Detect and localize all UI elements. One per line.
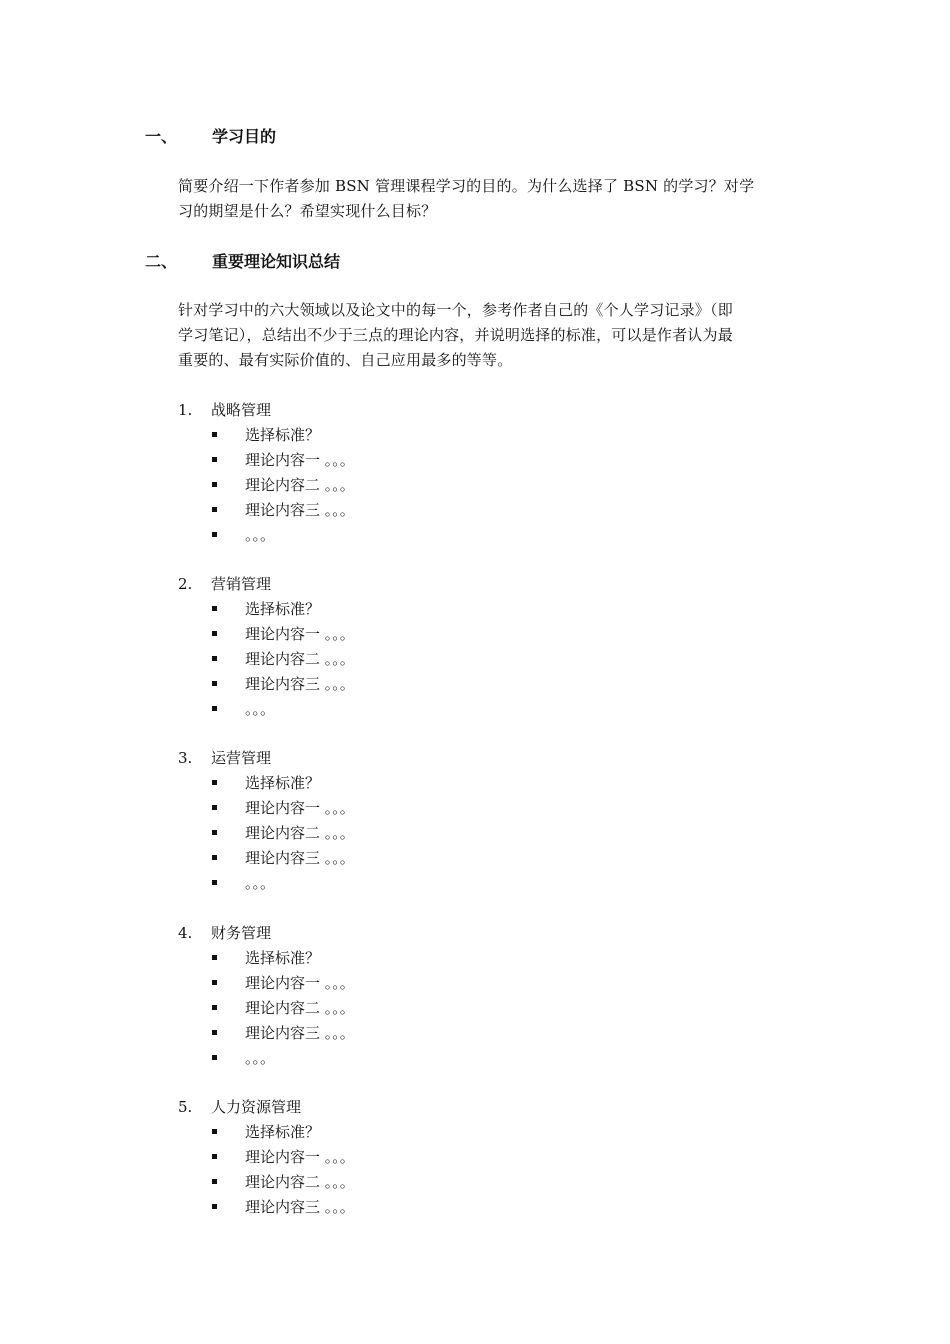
square-bullet-icon <box>212 631 217 636</box>
bullet-row <box>178 996 578 1021</box>
paragraph-line: 针对学习中的六大领域以及论文中的每一个，参考作者自己的《个人学习记录》（即 <box>178 301 733 319</box>
item-number: 5. <box>178 1098 193 1116</box>
bullet-text: 理论内容一 。。。 <box>245 451 355 469</box>
bullet-text: 理论内容二 。。。 <box>245 999 355 1017</box>
list-item-operations <box>178 746 578 896</box>
bullet-row <box>178 821 578 846</box>
bullet-row <box>178 846 578 871</box>
item-title: 运营管理 <box>211 749 272 767</box>
bullet-text: 理论内容一 。。。 <box>245 974 355 992</box>
item-heading <box>178 398 578 423</box>
section-heading-2 <box>145 250 340 274</box>
bullet-text: 理论内容三 。。。 <box>245 1198 355 1216</box>
square-bullet-icon <box>212 780 217 785</box>
paragraph-line: 学习笔记），总结出不少于三点的理论内容，并说明选择的标准，可以是作者认为最 <box>178 326 733 344</box>
bullet-text: 理论内容三 。。。 <box>245 849 355 867</box>
list-item-strategy <box>178 398 578 548</box>
square-bullet-icon <box>212 980 217 985</box>
section-number: 一、 <box>145 127 178 146</box>
square-bullet-icon <box>212 830 217 835</box>
bullet-text: 理论内容二 。。。 <box>245 824 355 842</box>
bullet-row <box>178 946 578 971</box>
bullet-text: 理论内容三 。。。 <box>245 501 355 519</box>
bullet-text: 理论内容三 。。。 <box>245 1024 355 1042</box>
bullet-row <box>178 1120 578 1145</box>
bullet-row <box>178 498 578 523</box>
square-bullet-icon <box>212 507 217 512</box>
item-heading <box>178 746 578 771</box>
bullet-row <box>178 672 578 697</box>
bullet-text: 理论内容一 。。。 <box>245 625 355 643</box>
section-title: 重要理论知识总结 <box>212 252 341 271</box>
paragraph-line: 简要介绍一下作者参加 BSN 管理课程学习的目的。为什么选择了 BSN 的学习？对学 <box>178 177 755 195</box>
bullet-row <box>178 597 578 622</box>
bullet-text: 理论内容一 。。。 <box>245 799 355 817</box>
square-bullet-icon <box>212 955 217 960</box>
item-title: 人力资源管理 <box>211 1098 302 1116</box>
bullet-row <box>178 1046 578 1071</box>
bullet-text: 。。。 <box>245 1049 276 1067</box>
bullet-row <box>178 622 578 647</box>
square-bullet-icon <box>212 432 217 437</box>
bullet-text: 选择标准？ <box>245 949 321 967</box>
section-number: 二、 <box>145 252 178 271</box>
square-bullet-icon <box>212 482 217 487</box>
bullet-row <box>178 1021 578 1046</box>
bullet-row <box>178 473 578 498</box>
item-title: 财务管理 <box>211 924 272 942</box>
section-title: 学习目的 <box>212 127 277 146</box>
square-bullet-icon <box>212 1055 217 1060</box>
bullet-text: 选择标准？ <box>245 774 321 792</box>
square-bullet-icon <box>212 805 217 810</box>
bullet-text: 选择标准？ <box>245 426 321 444</box>
square-bullet-icon <box>212 532 217 537</box>
bullet-text: 理论内容二 。。。 <box>245 650 355 668</box>
section-heading-1 <box>145 125 276 149</box>
item-title: 战略管理 <box>211 401 272 419</box>
square-bullet-icon <box>212 1204 217 1209</box>
bullet-row <box>178 423 578 448</box>
bullet-text: 理论内容二 。。。 <box>245 476 355 494</box>
item-heading <box>178 572 578 597</box>
square-bullet-icon <box>212 656 217 661</box>
list-item-marketing <box>178 572 578 722</box>
square-bullet-icon <box>212 457 217 462</box>
item-number: 2. <box>178 575 193 593</box>
paragraph-line: 习的期望是什么？希望实现什么目标？ <box>178 202 437 220</box>
bullet-row <box>178 971 578 996</box>
bullet-row <box>178 771 578 796</box>
bullet-row <box>178 697 578 722</box>
item-number: 3. <box>178 749 193 767</box>
square-bullet-icon <box>212 1179 217 1184</box>
bullet-text: 。。。 <box>245 874 276 892</box>
paragraph-line: 重要的、最有实际价值的、自己应用最多的等等。 <box>178 351 513 369</box>
square-bullet-icon <box>212 880 217 885</box>
summary-paragraph <box>178 298 810 373</box>
item-title: 营销管理 <box>211 575 272 593</box>
item-number: 1. <box>178 401 193 419</box>
bullet-row <box>178 1170 578 1195</box>
bullet-row <box>178 1195 578 1220</box>
bullet-text: 选择标准？ <box>245 600 321 618</box>
square-bullet-icon <box>212 1129 217 1134</box>
bullet-text: 。。。 <box>245 526 276 544</box>
bullet-row <box>178 647 578 672</box>
list-item-finance <box>178 921 578 1071</box>
intro-paragraph <box>178 174 810 224</box>
square-bullet-icon <box>212 606 217 611</box>
square-bullet-icon <box>212 1154 217 1159</box>
square-bullet-icon <box>212 706 217 711</box>
bullet-text: 理论内容三 。。。 <box>245 675 355 693</box>
square-bullet-icon <box>212 1030 217 1035</box>
item-heading <box>178 921 578 946</box>
bullet-row <box>178 523 578 548</box>
bullet-text: 理论内容一 。。。 <box>245 1148 355 1166</box>
square-bullet-icon <box>212 1005 217 1010</box>
bullet-row <box>178 1145 578 1170</box>
item-heading <box>178 1095 578 1120</box>
square-bullet-icon <box>212 855 217 860</box>
square-bullet-icon <box>212 681 217 686</box>
item-number: 4. <box>178 924 193 942</box>
bullet-text: 选择标准？ <box>245 1123 321 1141</box>
bullet-text: 。。。 <box>245 700 276 718</box>
bullet-text: 理论内容二 。。。 <box>245 1173 355 1191</box>
list-item-hr <box>178 1095 578 1220</box>
bullet-row <box>178 448 578 473</box>
bullet-row <box>178 871 578 896</box>
bullet-row <box>178 796 578 821</box>
